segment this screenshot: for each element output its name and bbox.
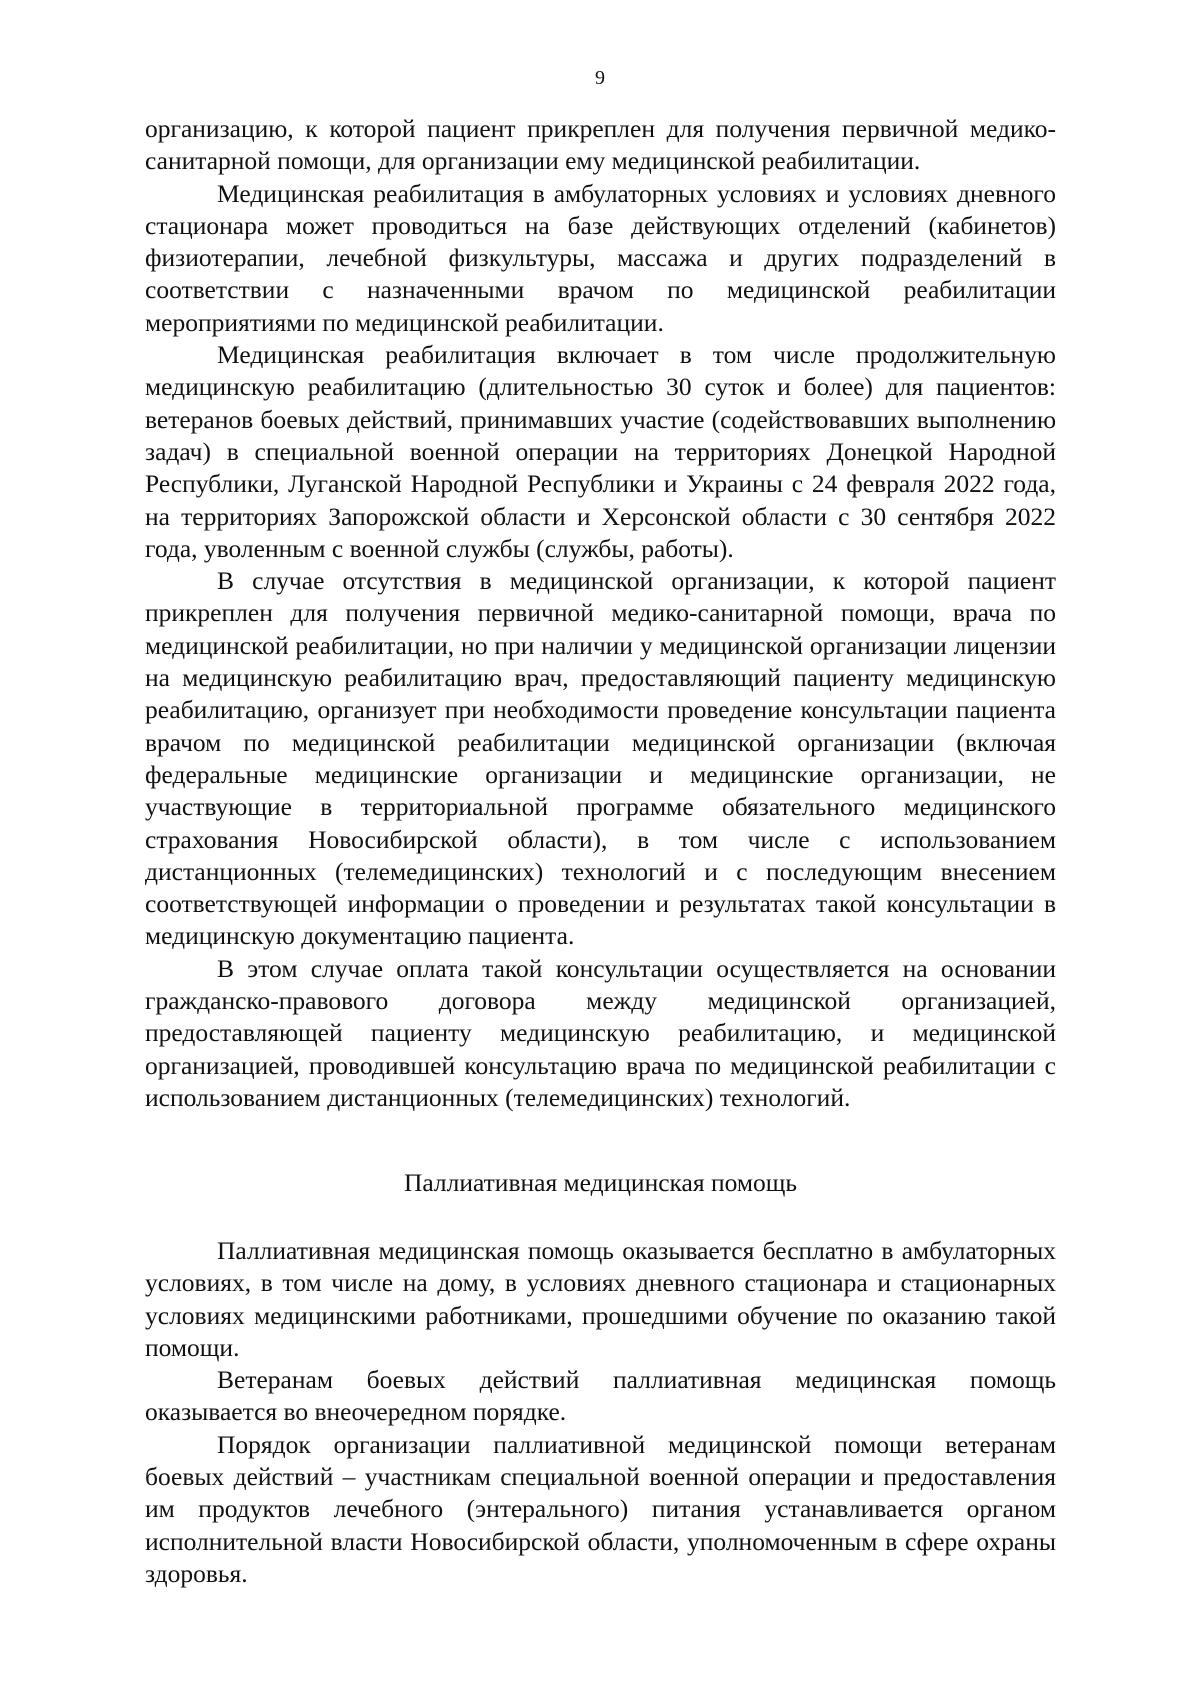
text-block-rehabilitation	[145, 113, 1056, 1114]
text-block-palliative	[145, 1235, 1056, 1590]
paragraph-palliative-veterans: Ветеранам боевых действий паллиативная медицинская помощь оказывается во внеочередном порядке.	[145, 1365, 1056, 1427]
paragraph-rehab-long-term: Медицинская реабилитация включает в том числе продолжительную медицинскую реабилитацию (длительностью 30 суток и более) для пациентов: ветеранов боевых действий, принимавших участие (содействовавших выполнению задач) в специальной военной операции на территориях Донецкой Народной Республики, Луганской Народной Республики и Украины с 24 февраля 2022 года, на территориях Запорожской области и Херсонской области с 30 сентября 2022 года, уволенным с военной службы (службы, работы).	[145, 340, 1056, 563]
paragraph-palliative-free: Паллиативная медицинская помощь оказывается бесплатно в амбулаторных условиях, в том числе на дому, в условиях дневного стационара и стационарных условиях медицинскими работниками, прошедшими обучение по оказанию такой помощи.	[145, 1236, 1056, 1362]
page-number: 9	[595, 67, 605, 89]
section-heading-palliative: Паллиативная медицинская помощь	[403, 1168, 798, 1197]
paragraph-palliative-procedure: Порядок организации паллиативной медицинской помощи ветеранам боевых действий – участникам специальной военной операции и предоставления им продуктов лечебного (энтерального) питания устанавливается органом исполнительной власти Новосибирской области, уполномоченным в сфере охраны здоровья.	[145, 1429, 1056, 1588]
paragraph-rehab-consultation: В случае отсутствия в медицинской организации, к которой пациент прикреплен для получения первичной медико-санитарной помощи, врача по медицинской реабилитации, но при наличии у медицинской организации лицензии на медицинскую реабилитацию врач, предоставляющий пациенту медицинскую реабилитацию, организует при необходимости проведение консультации пациента врачом по медицинской реабилитации медицинской организации (включая федеральные медицинские организации и медицинские организации, не участвующие в территориальной программе обязательного медицинского страхования Новосибирской области), в том числе с использованием дистанционных (телемедицинских) технологий и с последующим внесением соответствующей информации о проведении и результатах такой консультации в медицинскую документацию пациента.	[145, 566, 1056, 951]
paragraph-rehab-outpatient: Медицинская реабилитация в амбулаторных условиях и условиях дневного стационара может проводиться на базе действующих отделений (кабинетов) физиотерапии, лечебной физкультуры, массажа и других подразделений в соответствии с назначенными врачом по медицинской реабилитации мероприятиями по медицинской реабилитации.	[145, 178, 1056, 337]
paragraph-rehab-payment: В этом случае оплата такой консультации осуществляется на основании гражданско-правового договора между медицинской организацией, предоставляющей пациенту медицинскую реабилитацию, и медицинской организацией, проводившей консультацию врача по медицинской реабилитации с использованием дистанционных (телемедицинских) технологий.	[145, 953, 1056, 1112]
paragraph-continuation: организацию, к которой пациент прикреплен для получения первичной медико-санитарной помощи, для организации ему медицинской реабилитации.	[145, 114, 1056, 176]
